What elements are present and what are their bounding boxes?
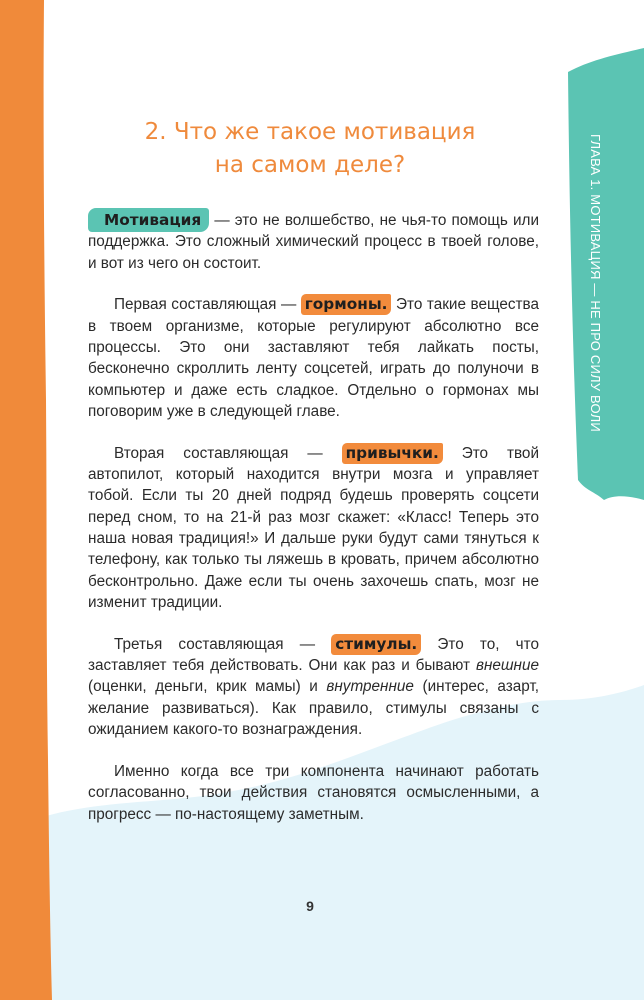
heading-line-2: на самом деле? xyxy=(214,152,406,178)
paragraph-conclusion xyxy=(88,761,539,825)
highlight-stimuli: стимулы. xyxy=(331,634,421,655)
orange-strip-decoration xyxy=(0,0,52,1000)
highlight-motivation: Мотивация xyxy=(88,208,209,232)
section-heading xyxy=(60,116,560,182)
paragraph-text: Это твой автопилот, который находится внутри мозга и управляет тобой. Если ты 20 дней подряд будешь проверять соцсети перед сном, то на 21-й раз мозг скажет: «Класс! Теперь это наша новая традиция!» И дальше руки будут сами тянуться к телефону, как только ты ляжешь в кровать, причем абсолютно бесконтрольно. Даже если ты очень захочешь спать, мозг не изменит традиции. xyxy=(88,444,539,611)
paragraph-text: (оценки, деньги, крик мамы) и xyxy=(88,678,327,696)
paragraph-text: Именно когда все три компонента начинают работать согласованно, твои действия становятся осмысленными, а прогресс — по-настоящему заметным. xyxy=(88,762,539,823)
paragraph-text: Это такие вещества в твоем организме, которые регулируют абсолютно все процессы. Это они заставляют тебя лайкать посты, бесконечно скроллить ленту соцсетей, играть до полуночи в компьютер и даже есть сладкое. Отдельно о гормонах мы поговорим уже в следующей главе. xyxy=(88,296,539,420)
chapter-title: ГЛАВА 1. МОТИВАЦИЯ — НЕ ПРО СИЛУ ВОЛИ xyxy=(588,134,603,432)
chapter-side-tab xyxy=(580,134,610,514)
paragraph-text: Первая составляющая — xyxy=(114,296,301,314)
paragraph-text: (интерес, азарт, желание развиваться). Как правило, стимулы связаны с ожиданием какого-то вознаграждения. xyxy=(88,678,540,739)
paragraph-text: — это не волшебство, не чья-то помощь или поддержка. Это сложный химический процесс в твоей голове, и вот из чего он состоит. xyxy=(88,212,539,272)
paragraph-hormones xyxy=(88,294,539,422)
emphasis-external: внешние xyxy=(475,657,539,675)
paragraph-text: Вторая составляющая — xyxy=(114,444,342,462)
paragraph-habits xyxy=(88,443,539,613)
paragraph-definition xyxy=(88,210,539,274)
highlight-habits: привычки. xyxy=(342,443,443,464)
page-number: 9 xyxy=(306,898,314,914)
body-text xyxy=(88,210,539,845)
paragraph-text: Это то, что заставляет тебя действовать. Они как раз и бывают xyxy=(88,635,539,675)
highlight-hormones: гормоны. xyxy=(301,294,392,315)
paragraph-text: Третья составляющая — xyxy=(114,635,332,653)
paragraph-stimuli xyxy=(88,634,539,740)
heading-line-1: 2. Что же такое мотивация xyxy=(144,119,476,145)
emphasis-internal: внутренние xyxy=(326,678,414,696)
